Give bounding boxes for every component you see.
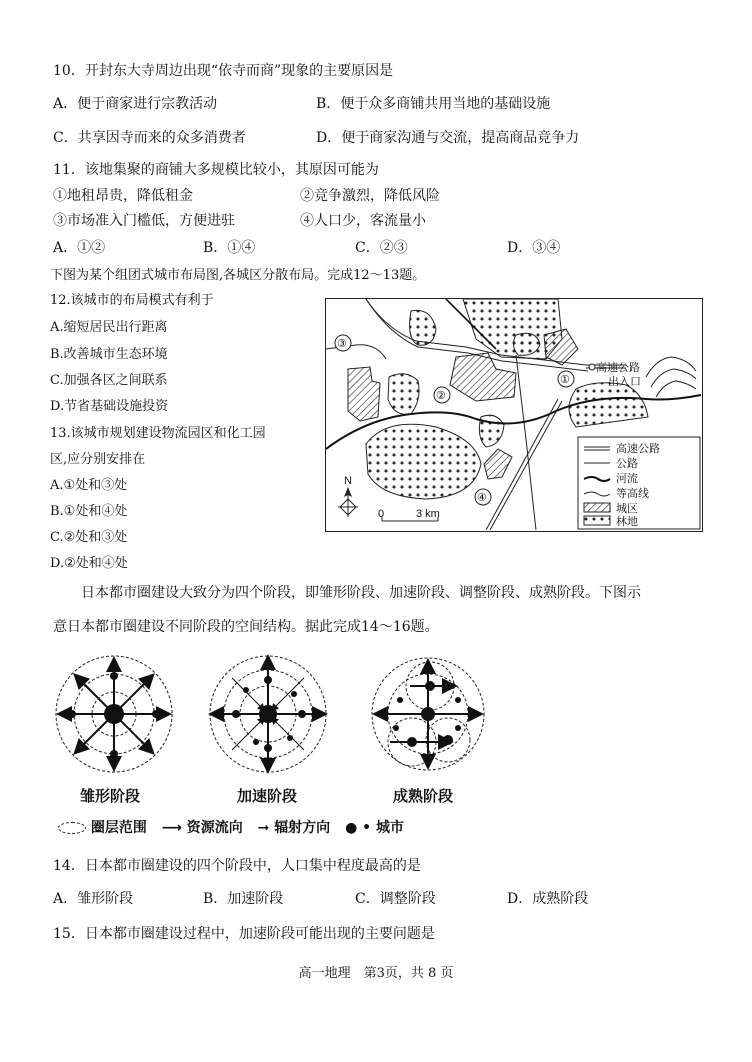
q15-stem: 15．日本都市圈建设过程中，加速阶段可能出现的主要问题是: [53, 926, 435, 942]
legend-radiate: 辐射方向: [274, 820, 331, 836]
q13-option-a: A.①处和③处: [50, 478, 128, 493]
q11-option-d: D．③④: [507, 240, 561, 256]
page-footer: 高一地理 第3页，共 8 页: [298, 966, 454, 981]
q11-item-2: ②竞争激烈，降低风险: [300, 188, 440, 204]
stage-label-mature: 成熟阶段: [393, 787, 454, 805]
q14-option-a: A．雏形阶段: [53, 891, 134, 907]
intro-14-16-line1: 日本都市圈建设大致分为四个阶段，即雏形阶段、加速阶段、调整阶段、成熟阶段。下图示: [81, 585, 641, 601]
q13-option-d: D.②处和④处: [50, 556, 128, 571]
q12-option-b: B.改善城市生态环境: [50, 347, 168, 362]
svg-text:①: ①: [560, 374, 570, 386]
stage-label-acceleration: 加速阶段: [237, 787, 298, 805]
q11-item-1: ①地租昂贵，降低租金: [53, 188, 193, 204]
dashed-circle-icon: [58, 822, 86, 834]
svg-text:0: 0: [378, 508, 385, 520]
north-arrow-icon: [338, 475, 358, 517]
q13-option-c: C.②处和③处: [50, 530, 128, 545]
legend-flow: 资源流向: [186, 820, 243, 836]
stage-label-embryo: 雏形阶段: [80, 787, 141, 805]
q12-option-c: C.加强各区之间联系: [50, 373, 168, 388]
thick-arrow-icon: ➞: [257, 820, 270, 836]
map-legend: [578, 437, 700, 529]
q11-item-4: ④人口少，客流量小: [300, 213, 426, 229]
q12-stem: 12.该城市的布局模式有利于: [50, 293, 214, 308]
svg-text:林地: 林地: [616, 516, 638, 528]
stage-embryo-core-city: [104, 704, 124, 724]
svg-text:③: ③: [337, 338, 347, 350]
q10-option-b: B．便于众多商铺共用当地的基础设施: [316, 96, 551, 112]
svg-text:城区: 城区: [616, 503, 638, 515]
q10-option-c: C．共享因寺而来的众多消费者: [53, 130, 246, 146]
intro-14-16-line2: 意日本都市圈建设不同阶段的空间结构。据此完成14～16题。: [53, 619, 439, 635]
svg-text:②: ②: [436, 390, 446, 402]
svg-text:④: ④: [477, 492, 487, 504]
q11-item-3: ③市场准入门槛低，方便进驻: [53, 213, 235, 229]
q11-option-a: A．①②: [53, 240, 106, 256]
map-marker-3: [335, 335, 351, 351]
svg-text:河流: 河流: [616, 473, 638, 485]
city-layout-map: [325, 298, 703, 532]
q12-option-d: D.节省基础设施投资: [50, 399, 169, 414]
q14-option-c: C．调整阶段: [355, 891, 436, 907]
svg-text:高速公路: 高速公路: [616, 443, 660, 455]
svg-text:等高线: 等高线: [616, 488, 649, 500]
map-marker-4: [475, 489, 491, 505]
q14-option-d: D．成熟阶段: [507, 891, 589, 907]
q14-option-b: B．加速阶段: [203, 891, 284, 907]
q11-option-b: B．①④: [203, 240, 256, 256]
map-marker-2: [434, 387, 450, 403]
legend-city: 城市: [375, 820, 404, 836]
metro-stage-diagrams: [50, 650, 490, 778]
q14-stem: 14．日本都市圈建设的四个阶段中，人口集中程度最高的是: [53, 858, 421, 874]
q13-stem-line2: 区,应分别安排在: [50, 452, 146, 467]
svg-text:公路: 公路: [616, 458, 638, 470]
q11-option-c: C．②③: [355, 240, 408, 256]
exit-label-2: 出入口: [608, 376, 641, 388]
contour-lines: [646, 357, 696, 397]
q11-stem: 11．该地集聚的商铺大多规模比较小，其原因可能为: [53, 162, 379, 178]
intro-12-13: 下图为某个组团式城市布局图,各城区分散布局。完成12～13题。: [50, 268, 426, 283]
q10-option-d: D．便于商家沟通与交流，提高商品竞争力: [316, 130, 580, 146]
q12-option-a: A.缩短居民出行距离: [50, 320, 168, 335]
highway-exit-marker: [589, 364, 595, 370]
q10-stem: 10．开封东大寺周边出现“依寺而商”现象的主要原因是: [53, 63, 394, 79]
q10-option-a: A．便于商家进行宗教活动: [53, 96, 218, 112]
city-dot-icon: ● •: [345, 820, 372, 836]
map-marker-1: [558, 371, 574, 387]
q13-stem-line1: 13.该城市规划建设物流园区和化工园: [50, 426, 266, 441]
svg-text:3 km: 3 km: [416, 508, 440, 520]
scale-bar: [378, 508, 440, 521]
stage-diagram-legend: [58, 817, 404, 837]
q13-option-b: B.①处和④处: [50, 504, 128, 519]
exit-label-1: 高速公路: [596, 362, 640, 374]
thin-arrow-icon: ⟶: [161, 820, 182, 836]
legend-range: 圈层范围: [90, 820, 147, 836]
svg-text:N: N: [344, 475, 352, 487]
